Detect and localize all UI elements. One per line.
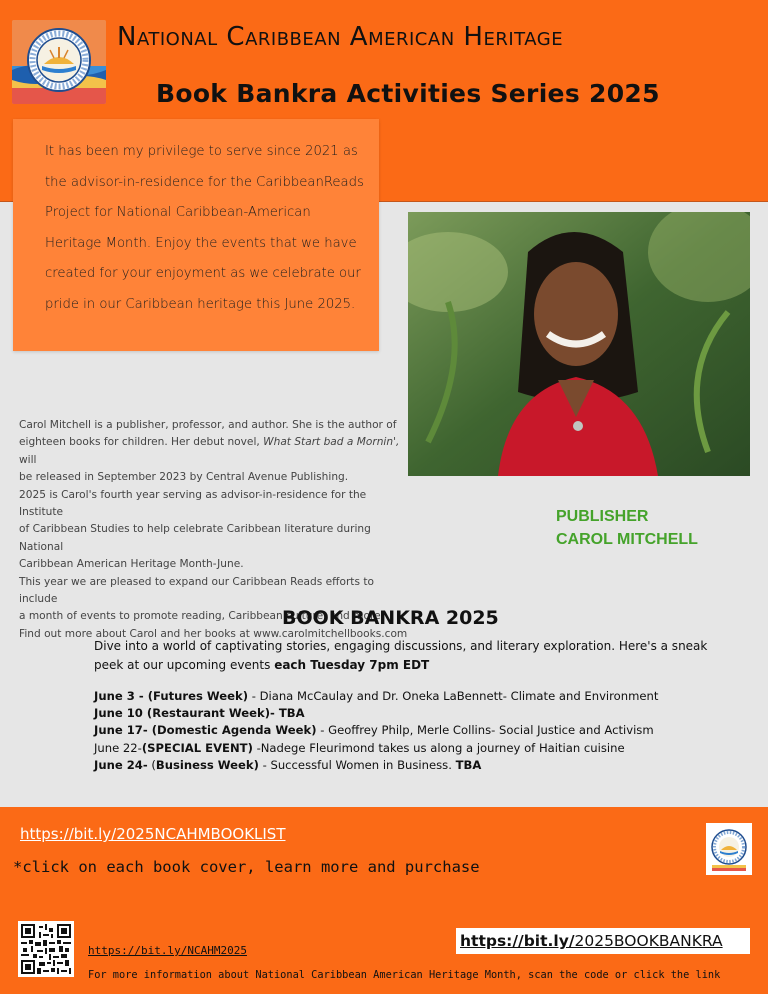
event-week: (Futures Week): [147, 689, 249, 703]
bio-line: of Caribbean Studies to help celebrate Caribbean literature during National: [19, 523, 371, 553]
book-title: What Start bad a Mornin',: [263, 436, 400, 449]
event-details: -Nadege Fleurimond takes us along a journey of Haitian cuisine: [252, 740, 625, 755]
heritage-seal-small-icon: [706, 823, 752, 875]
event-date: June 17-: [94, 723, 152, 738]
bookbankra-link[interactable]: [456, 928, 750, 954]
advisor-quote-box: [13, 119, 379, 351]
bankra-intro: [94, 637, 714, 674]
event-item: [94, 740, 754, 757]
bio-line: 2025 is Carol's fourth year serving as advisor-in-residence for the Institute: [19, 488, 367, 519]
event-list: [94, 688, 754, 774]
event-week: Business Week): [155, 757, 259, 772]
event-item: [94, 757, 754, 774]
event-tail: TBA: [455, 757, 482, 772]
intro-schedule: each Tuesday 7pm EDT: [274, 657, 430, 672]
bookbankra-link-prefix[interactable]: https://bit.ly/: [460, 932, 575, 950]
event-dash: -: [134, 689, 148, 703]
advisor-quote-text: It has been my privilege to serve since 2021 as the advisor-in-residence for the CaribbeanReads Project for National Caribbean-American Heritage Month. Enjoy the events that we have created for your enjoyment as we celebrate our pride in our Caribbean heritage this June 2025.: [45, 144, 364, 312]
event-week: (SPECIAL EVENT): [141, 740, 253, 755]
event-date: June 10: [94, 706, 143, 721]
bankra-heading: BOOK BANKRA 2025: [282, 607, 499, 629]
event-item: [94, 722, 754, 739]
bio-line: [19, 434, 409, 469]
bio-line: Carol Mitchell is a publisher, professor, and author. She is the author of: [19, 419, 397, 431]
publisher-name: CAROL MITCHELL: [556, 531, 698, 548]
bio-text: eighteen books for children. Her debut novel,: [19, 436, 264, 449]
event-date: June 24-: [94, 757, 148, 772]
publisher-role: PUBLISHER: [556, 508, 649, 525]
bio-line: Find out more about Carol and her books at www.carolmitchellbooks.com: [19, 627, 408, 640]
event-item: [94, 688, 754, 705]
event-week: (Restaurant Week)- TBA: [146, 706, 305, 721]
bio-text: will: [19, 453, 37, 466]
bio-line: a month of events to promote reading, Caribbean culture, and more.: [19, 610, 384, 623]
event-details: - Successful Women in Business.: [258, 757, 456, 772]
series-subtitle: Book Bankra Activities Series 2025: [156, 79, 660, 108]
publisher-caption: [556, 505, 698, 551]
booklist-link[interactable]: https://bit.ly/2025NCAHMBOOKLIST: [20, 825, 286, 843]
bio-line: be released in September 2023 by Central Avenue Publishing.: [19, 471, 349, 484]
event-item: [94, 705, 754, 722]
event-date: June 22-: [94, 740, 142, 755]
intro-text: Dive into a world of captivating stories, engaging discussions, and literary exploration. Here's a sneak peek at our upcoming events: [94, 639, 708, 672]
heritage-seal-icon: [12, 20, 106, 104]
portrait-photo-icon: [408, 212, 750, 476]
bio-line: This year we are pleased to expand our Caribbean Reads efforts to include: [19, 575, 374, 606]
event-details: - Diana McCaulay and Dr. Oneka LaBennett- Climate and Environment: [248, 689, 659, 703]
more-info-text: For more information about National Caribbean American Heritage Month, scan the code or click the link: [88, 969, 721, 981]
event-dash: (: [147, 757, 156, 772]
event-week: (Domestic Agenda Week): [151, 723, 317, 738]
bookbankra-link-suffix[interactable]: 2025BOOKBANKRA: [574, 932, 723, 950]
ncahm-link[interactable]: https://bit.ly/NCAHM2025: [88, 944, 247, 957]
page-title: National Caribbean American Heritage: [117, 22, 564, 52]
click-note: *click on each book cover, learn more and purchase: [13, 858, 480, 876]
event-date: June 3: [94, 689, 135, 703]
event-details: - Geoffrey Philp, Merle Collins- Social Justice and Activism: [316, 723, 654, 738]
qr-code-icon[interactable]: [18, 921, 74, 977]
bio-line: Caribbean American Heritage Month-June.: [19, 558, 244, 571]
